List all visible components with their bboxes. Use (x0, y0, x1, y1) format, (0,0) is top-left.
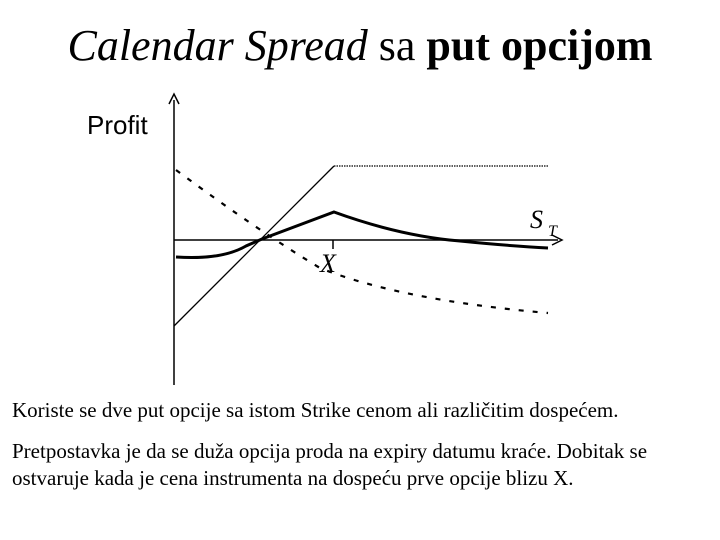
option-payoff-line (174, 166, 334, 326)
x-axis-label-subscript: T (548, 223, 557, 240)
strike-label: X (320, 249, 336, 278)
x-axis-label: S (530, 205, 543, 234)
title-italic-part: Calendar Spread (67, 21, 368, 70)
spread-profit-curve (176, 212, 548, 258)
long-option-value-curve (176, 170, 548, 313)
title-connector: sa (367, 21, 427, 70)
paragraph-assumption: Pretpostavka je da se duža opcija proda na expiry datumu kraće. Dobitak se ostvaruje kada je cena instrumenta na dospeću prve opcije blizu X. (12, 439, 648, 490)
title-bold-part: put opcijom (426, 21, 653, 70)
y-axis-label: Profit (87, 110, 148, 140)
paragraph-description: Koriste se dve put opcije sa istom Strike cenom ali različitim dospećem. (12, 398, 619, 422)
